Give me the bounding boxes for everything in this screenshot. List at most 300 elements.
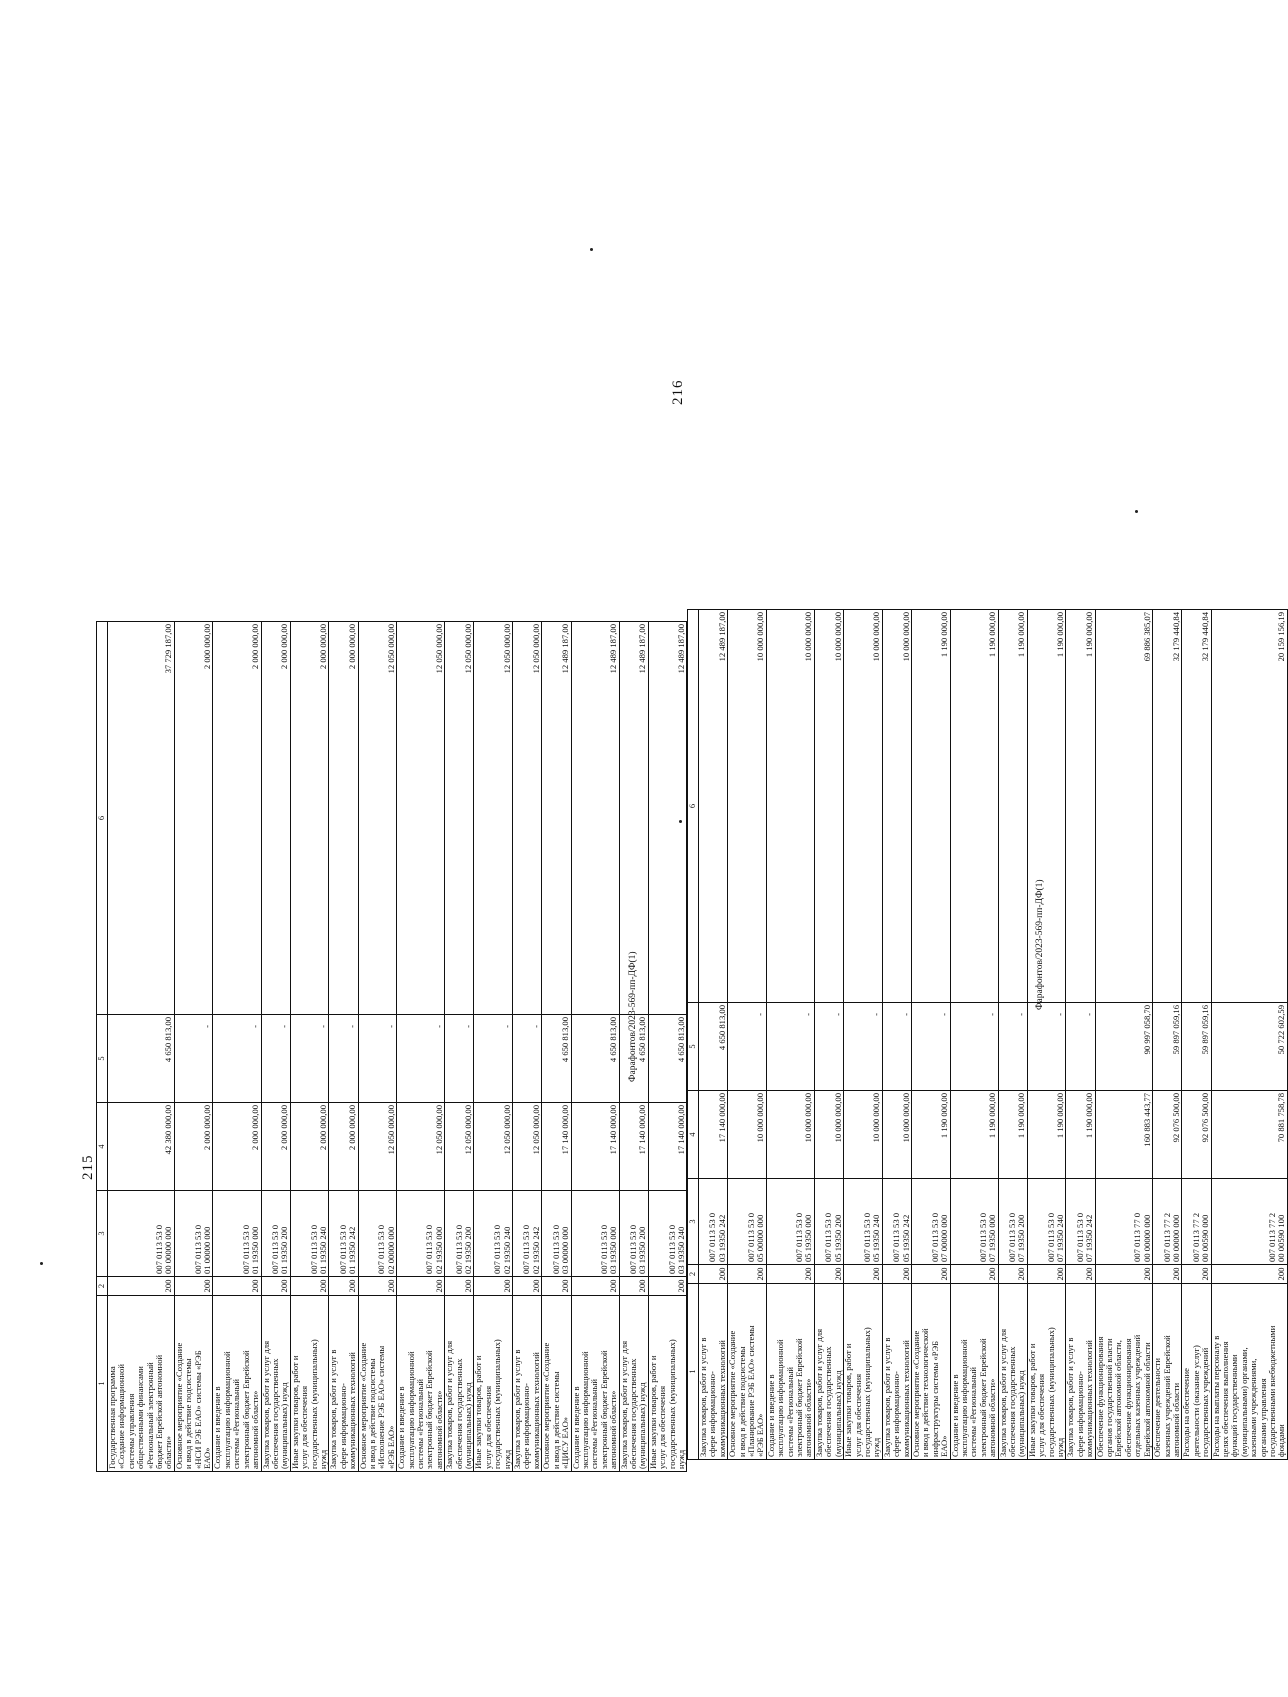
- row-amount-cell: [474, 1103, 513, 1191]
- row-amount-cell: [358, 1015, 397, 1103]
- row-amount: 12 050 000,00: [433, 1105, 444, 1155]
- row-amount-cell: [1211, 610, 1287, 1003]
- row-amount: 2 000 000,00: [202, 1105, 213, 1151]
- row-name: Основное мероприятие «Создание и ввод в действие подсистемы «Исполнение РЭБ ЕАО» системы «РЭБ ЕАО»: [357, 1342, 396, 1469]
- row-code: 200: [202, 1279, 213, 1293]
- document-footer: Фарафонтов/2023-569-пп-ДФ(1): [1035, 879, 1045, 1010]
- row-amount-cell: [513, 1015, 542, 1103]
- column-header-label: 2: [688, 1271, 698, 1277]
- column-header: [688, 1265, 699, 1284]
- table-row: [882, 610, 911, 1460]
- row-amount: 1 190 000,00: [987, 612, 998, 658]
- row-amount-cell: [108, 622, 175, 1015]
- row-amount: 12 050 000,00: [385, 624, 396, 674]
- row-amount-cell: [1153, 1003, 1182, 1091]
- row-kbk-line-2: 07 19350 200: [1016, 1214, 1027, 1262]
- row-amount-cell: [619, 1103, 648, 1191]
- row-amount: -: [530, 1025, 541, 1028]
- table-row: [814, 610, 843, 1460]
- row-amount: 2 000 000,00: [347, 624, 358, 670]
- row-amount: -: [433, 1025, 444, 1028]
- row-code: 200: [1276, 1267, 1287, 1281]
- row-code-cell: [619, 1277, 648, 1296]
- row-code-cell: [290, 1277, 329, 1296]
- scan-speck: [590, 248, 593, 251]
- row-code: 200: [637, 1279, 648, 1293]
- row-kbk-line-2: 02 19350 000: [433, 1226, 444, 1274]
- row-name-cell: [814, 1284, 843, 1460]
- row-kbk-cell: [358, 1191, 397, 1277]
- row-code-cell: [911, 1265, 950, 1284]
- row-code-cell: [1095, 1265, 1152, 1284]
- scan-speck: [1135, 510, 1138, 513]
- row-amount-cell: [950, 610, 998, 1003]
- table-row: [397, 622, 445, 1472]
- row-amount-cell: [911, 1091, 950, 1179]
- row-amount-cell: [213, 1015, 261, 1103]
- table-row: [174, 622, 213, 1472]
- row-amount: 10 000 000,00: [755, 612, 766, 662]
- column-header-label: 6: [97, 815, 107, 821]
- row-amount-cell: [1066, 610, 1095, 1003]
- row-kbk-line-1: 007 0113 77 2: [1190, 1212, 1201, 1262]
- row-amount-cell: [329, 1015, 358, 1103]
- row-amount-cell: [911, 610, 950, 1003]
- row-amount-cell: [911, 1003, 950, 1091]
- row-name-cell: [1211, 1284, 1287, 1460]
- row-amount: 1 190 000,00: [1084, 612, 1095, 658]
- budget-table-body: [97, 622, 687, 1472]
- row-amount: 12 050 000,00: [385, 1105, 396, 1155]
- row-name-cell: [1153, 1284, 1182, 1460]
- row-amount: 50 722 602,59: [1276, 1005, 1287, 1055]
- row-amount-cell: [290, 1103, 329, 1191]
- row-amount: -: [987, 1013, 998, 1016]
- row-name-cell: [108, 1296, 175, 1472]
- row-amount-cell: [998, 1003, 1027, 1091]
- row-kbk-line-1: 007 0113 53 0: [794, 1212, 805, 1262]
- row-amount: 1 190 000,00: [939, 1093, 950, 1139]
- row-amount: -: [463, 1025, 474, 1028]
- row-amount-cell: [882, 1003, 911, 1091]
- row-code-cell: [1153, 1265, 1182, 1284]
- row-kbk-cell: [513, 1191, 542, 1277]
- row-code: 200: [608, 1279, 619, 1293]
- row-amount-cell: [844, 1091, 883, 1179]
- row-kbk-cell: [445, 1191, 474, 1277]
- row-code-cell: [358, 1277, 397, 1296]
- row-amount-cell: [329, 1103, 358, 1191]
- row-kbk-cell: [1182, 1179, 1211, 1265]
- row-kbk-line-1: 007 0113 53 0: [929, 1212, 940, 1262]
- row-code-cell: [998, 1265, 1027, 1284]
- row-amount-cell: [998, 610, 1027, 1003]
- row-kbk-cell: [542, 1191, 571, 1277]
- row-name: Закупка товаров, работ и услуг в сфере информационно- коммуникационных технологий: [698, 1337, 727, 1457]
- row-amount-cell: [844, 610, 883, 1003]
- row-code: 200: [433, 1279, 444, 1293]
- row-amount-cell: [213, 622, 261, 1015]
- row-kbk-line-2: 01 19350 000: [250, 1226, 261, 1274]
- row-amount-cell: [950, 1003, 998, 1091]
- row-code-cell: [882, 1265, 911, 1284]
- budget-table-body: [688, 610, 1288, 1460]
- column-header-label: 5: [688, 1044, 698, 1049]
- column-header: [688, 1003, 699, 1091]
- row-amount-cell: [1153, 1091, 1182, 1179]
- table-row: [950, 610, 998, 1460]
- row-amount-cell: [261, 1015, 290, 1103]
- row-name-cell: [358, 1296, 397, 1472]
- row-amount: 17 140 000,00: [716, 1093, 727, 1143]
- row-amount: -: [1016, 1013, 1027, 1016]
- row-kbk-cell: [174, 1191, 213, 1277]
- row-kbk-line-1: 007 0113 53 0: [424, 1224, 435, 1274]
- row-amount-cell: [728, 1003, 767, 1091]
- row-kbk-cell: [728, 1179, 767, 1265]
- row-kbk-line-1: 007 0113 53 0: [308, 1224, 319, 1274]
- row-amount-cell: [445, 1103, 474, 1191]
- row-amount: 4 650 813,00: [560, 1017, 571, 1063]
- column-header-label: 6: [688, 803, 698, 809]
- row-code: 200: [675, 1279, 686, 1293]
- row-amount-cell: [213, 1103, 261, 1191]
- row-name: Создание и введение в эксплуатацию информационной системы «Региональный электронный бюджет Еврейской автономной области»: [765, 1338, 814, 1457]
- row-amount-cell: [1211, 1091, 1287, 1179]
- row-kbk-cell: [766, 1179, 814, 1265]
- row-code: 200: [1084, 1267, 1095, 1281]
- column-header-label: 3: [688, 1219, 698, 1224]
- row-name: Обеспечение деятельности казенных учреждений Еврейской автономной области: [1152, 1335, 1181, 1457]
- row-amount: 17 140 000,00: [608, 1105, 619, 1155]
- column-header: [688, 1091, 699, 1179]
- row-name: Закупка товаров, работ и услуг в сфере информационно- коммуникационных технологий: [881, 1337, 911, 1457]
- row-code: 200: [1200, 1267, 1211, 1281]
- row-kbk-line-1: 007 0113 53 0: [376, 1224, 387, 1274]
- row-kbk-line-2: 07 19350 240: [1055, 1214, 1066, 1262]
- column-header-label: 5: [97, 1056, 107, 1061]
- row-name-cell: [474, 1296, 513, 1472]
- row-amount: 1 190 000,00: [1084, 1093, 1095, 1139]
- row-amount-cell: [814, 1091, 843, 1179]
- table-row: [1095, 610, 1152, 1460]
- row-kbk-cell: [814, 1179, 843, 1265]
- row-kbk-line-1: 007 0113 53 0: [707, 1212, 718, 1262]
- row-code-cell: [474, 1277, 513, 1296]
- row-code: 200: [716, 1267, 727, 1281]
- row-code-cell: [766, 1265, 814, 1284]
- column-header-label: 2: [97, 1283, 107, 1289]
- row-name-cell: [445, 1296, 474, 1472]
- table-row: [261, 622, 290, 1472]
- row-name: Государственная программа «Создание информационной системы управления общественными финансами «Региональный электронный бюджет Еврейской автономной области»: [107, 1354, 174, 1469]
- row-name: Основное мероприятие «Создание и ввод в действие подсистемы «НСИ РЭБ ЕАО» системы «РЭБ ЕАО»: [173, 1342, 213, 1469]
- row-code-cell: [174, 1277, 213, 1296]
- column-header-label: 4: [688, 1132, 698, 1137]
- row-amount: 1 190 000,00: [1055, 1093, 1066, 1139]
- row-amount-cell: [766, 610, 814, 1003]
- row-amount: 10 000 000,00: [803, 1093, 814, 1143]
- row-amount-cell: [1027, 1003, 1066, 1091]
- row-name-cell: [728, 1284, 767, 1460]
- row-amount: 12 050 000,00: [463, 1105, 474, 1155]
- row-name: Закупка товаров, работ и услуг в сфере информационно- коммуникационных технологий: [1065, 1337, 1095, 1457]
- row-amount-cell: [814, 1003, 843, 1091]
- row-amount: -: [939, 1013, 950, 1016]
- row-amount: 90 997 058,70: [1141, 1005, 1152, 1055]
- row-code: 200: [530, 1279, 541, 1293]
- row-code: 200: [385, 1279, 396, 1293]
- row-name: Расходы на обеспечение деятельности (оказание услуг) государственных учреждений: [1181, 1345, 1211, 1457]
- page-number: 216: [670, 379, 686, 405]
- row-code-cell: [513, 1277, 542, 1296]
- row-amount: 92 076 500,00: [1170, 1093, 1181, 1143]
- row-amount-cell: [648, 622, 687, 1015]
- row-code: 200: [1016, 1267, 1027, 1281]
- row-kbk-cell: [329, 1191, 358, 1277]
- table-row: [1027, 610, 1066, 1460]
- row-name-cell: [571, 1296, 619, 1472]
- row-amount: -: [250, 1025, 261, 1028]
- row-amount: 2 000 000,00: [279, 624, 290, 670]
- table-row: [998, 610, 1027, 1460]
- row-kbk-line-2: 03 19350 242: [716, 1214, 727, 1262]
- column-header: [688, 1179, 699, 1265]
- row-kbk-line-2: 05 19350 240: [871, 1214, 882, 1262]
- row-amount: 59 897 059,16: [1170, 1005, 1181, 1055]
- row-amount: 12 489 187,00: [608, 624, 619, 674]
- row-amount: 42 380 000,00: [163, 1105, 174, 1155]
- row-kbk-cell: [699, 1179, 728, 1265]
- table-row: [844, 610, 883, 1460]
- row-name: Создание и введение в эксплуатацию информационной системы «Региональный электронный бюджет Еврейской автономной области»: [212, 1350, 261, 1469]
- row-amount-cell: [358, 622, 397, 1015]
- row-amount-cell: [882, 1091, 911, 1179]
- row-code-cell: [445, 1277, 474, 1296]
- row-amount: -: [1055, 1013, 1066, 1016]
- page-number: 215: [80, 1154, 96, 1180]
- row-code-cell: [542, 1277, 571, 1296]
- column-header: [688, 1284, 699, 1460]
- row-kbk-cell: [950, 1179, 998, 1265]
- row-name: Закупка товаров, работ и услуг для обеспечения государственных (муниципальных) нужд: [618, 1340, 648, 1469]
- row-amount-cell: [290, 622, 329, 1015]
- row-amount: 59 897 059,16: [1200, 1005, 1211, 1055]
- row-name: Расходы на выплаты персоналу в целях обеспечения выполнения функций государственными (муниципальными) органами, казенными учреждениями, органами управления государственными внебюджетными фондами: [1210, 1325, 1287, 1457]
- row-code: 200: [463, 1279, 474, 1293]
- row-code: 200: [347, 1279, 358, 1293]
- document-footer: Фарафонтов/2023-569-пп-ДФ(1): [628, 951, 638, 1082]
- row-kbk-cell: [1211, 1179, 1287, 1265]
- row-name: Закупка товаров, работ и услуг для обеспечения государственных (муниципальных) нужд: [260, 1340, 290, 1469]
- row-kbk-line-2: 05 19350 000: [803, 1214, 814, 1262]
- row-amount-cell: [261, 622, 290, 1015]
- row-amount-cell: [513, 1103, 542, 1191]
- row-code-cell: [397, 1277, 445, 1296]
- row-amount-cell: [950, 1091, 998, 1179]
- row-kbk-line-1: 007 0113 53 0: [1074, 1212, 1085, 1262]
- row-amount-cell: [397, 622, 445, 1015]
- row-amount: 69 886 385,07: [1141, 612, 1152, 662]
- column-header-label: 4: [97, 1144, 107, 1149]
- row-name: Закупка товаров, работ и услуг для обеспечения государственных (муниципальных) нужд: [444, 1340, 474, 1469]
- row-amount-cell: [1095, 1091, 1152, 1179]
- row-amount-cell: [699, 1091, 728, 1179]
- row-kbk-line-2: 07 00000 000: [939, 1214, 950, 1262]
- table-header-row: [97, 622, 108, 1472]
- table-row: [1066, 610, 1095, 1460]
- row-amount-cell: [1066, 1091, 1095, 1179]
- row-kbk-line-2: 03 19350 240: [675, 1226, 686, 1274]
- row-amount: 92 076 500,00: [1200, 1093, 1211, 1143]
- row-kbk-cell: [1095, 1179, 1152, 1265]
- row-amount: 32 179 440,84: [1200, 612, 1211, 662]
- row-name: Создание и введение в эксплуатацию информационной системы «Региональный электронный бюджет Еврейской автономной области»: [949, 1338, 998, 1457]
- row-amount: 17 140 000,00: [560, 1105, 571, 1155]
- row-amount: 12 489 187,00: [716, 612, 727, 662]
- row-kbk-line-1: 007 0113 53 0: [1007, 1212, 1017, 1262]
- row-amount: 4 650 813,00: [637, 1017, 648, 1063]
- row-name: Создание и введение в эксплуатацию информационной системы «Региональный электронный бюджет Еврейской автономной области»: [570, 1350, 619, 1469]
- row-amount-cell: [542, 1103, 571, 1191]
- table-row: [213, 622, 261, 1472]
- row-name: Основное мероприятие «Создание и ввод в действие подсистемы «Планирование РЭБ ЕАО» системы «РЭБ ЕАО»: [727, 1325, 766, 1457]
- row-name-cell: [329, 1296, 358, 1472]
- row-amount: 2 000 000,00: [202, 624, 213, 670]
- row-kbk-line-2: 02 19350 240: [501, 1226, 512, 1274]
- row-name-cell: [911, 1284, 950, 1460]
- row-amount-cell: [1027, 610, 1066, 1003]
- row-code: 200: [1141, 1267, 1152, 1281]
- row-kbk-cell: [844, 1179, 883, 1265]
- row-kbk-cell: [998, 1179, 1027, 1265]
- row-name: Основное мероприятие «Создание и ввод в действие системы «ЦИСУ ЕАО»: [541, 1342, 571, 1469]
- row-name-cell: [648, 1296, 687, 1472]
- row-amount-cell: [513, 622, 542, 1015]
- row-kbk-line-1: 007 0113 77 2: [1266, 1212, 1277, 1262]
- table-row: [474, 622, 513, 1472]
- row-kbk-cell: [290, 1191, 329, 1277]
- row-amount-cell: [728, 1091, 767, 1179]
- row-amount: 12 050 000,00: [433, 624, 444, 674]
- row-amount-cell: [1095, 1003, 1152, 1091]
- row-code-cell: [844, 1265, 883, 1284]
- row-kbk-line-1: 007 0113 53 0: [337, 1224, 348, 1274]
- row-code: 200: [317, 1279, 328, 1293]
- row-code: 200: [279, 1279, 290, 1293]
- row-kbk-line-1: 007 0113 53 0: [492, 1224, 503, 1274]
- row-name-cell: [998, 1284, 1027, 1460]
- row-name-cell: [699, 1284, 728, 1460]
- table-row: [445, 622, 474, 1472]
- row-code: 200: [900, 1267, 911, 1281]
- table-row: [290, 622, 329, 1472]
- row-kbk-line-2: 02 00000 000: [385, 1226, 396, 1274]
- row-name-cell: [513, 1296, 542, 1472]
- row-amount: 37 729 187,00: [163, 624, 174, 674]
- row-amount-cell: [882, 610, 911, 1003]
- row-amount: -: [803, 1013, 814, 1016]
- column-header-label: 1: [97, 1381, 107, 1386]
- row-amount: 12 050 000,00: [530, 1105, 541, 1155]
- row-amount-cell: [1066, 1003, 1095, 1091]
- column-header: [97, 1015, 108, 1103]
- row-kbk-line-1: 007 0113 53 0: [269, 1224, 280, 1274]
- row-amount-cell: [814, 610, 843, 1003]
- row-name-cell: [950, 1284, 998, 1460]
- row-code: 200: [1055, 1267, 1066, 1281]
- row-kbk-cell: [213, 1191, 261, 1277]
- row-amount: 4 650 813,00: [608, 1017, 619, 1063]
- row-code-cell: [1182, 1265, 1211, 1284]
- table-row: [1182, 610, 1211, 1460]
- row-kbk-line-2: 01 19350 240: [317, 1226, 328, 1274]
- row-name-cell: [213, 1296, 261, 1472]
- row-amount-cell: [290, 1015, 329, 1103]
- row-amount-cell: [998, 1091, 1027, 1179]
- row-amount-cell: [261, 1103, 290, 1191]
- row-amount: 10 000 000,00: [871, 1093, 882, 1143]
- row-amount-cell: [1182, 1091, 1211, 1179]
- row-amount-cell: [358, 1103, 397, 1191]
- row-code: 200: [832, 1267, 843, 1281]
- row-kbk-cell: [882, 1179, 911, 1265]
- row-amount: -: [755, 1013, 766, 1016]
- row-amount: 12 050 000,00: [530, 624, 541, 674]
- row-amount: 10 000 000,00: [900, 1093, 911, 1143]
- scan-speck: [40, 1262, 43, 1265]
- row-kbk-line-2: 05 00000 000: [755, 1214, 766, 1262]
- row-kbk-line-2: 07 19350 000: [987, 1214, 998, 1262]
- row-kbk-line-2: 01 19350 242: [347, 1226, 358, 1274]
- table-row: [911, 610, 950, 1460]
- row-name-cell: [1182, 1284, 1211, 1460]
- row-amount: -: [900, 1013, 911, 1016]
- row-amount: -: [202, 1025, 213, 1028]
- row-code: 200: [939, 1267, 950, 1281]
- row-code: 200: [755, 1267, 766, 1281]
- row-amount: -: [347, 1025, 358, 1028]
- row-amount: -: [832, 1013, 843, 1016]
- row-name: Иные закупки товаров, работ и услуг для обеспечения государственных (муниципальных) нужд: [843, 1327, 882, 1457]
- row-kbk-cell: [474, 1191, 513, 1277]
- row-kbk-line-1: 007 0113 53 0: [192, 1224, 203, 1274]
- row-name-cell: [290, 1296, 329, 1472]
- row-kbk-line-1: 007 0113 53 0: [891, 1212, 902, 1262]
- row-amount: 70 881 758,78: [1276, 1093, 1287, 1143]
- row-name-cell: [1027, 1284, 1066, 1460]
- row-code: 200: [560, 1279, 571, 1293]
- row-amount-cell: [1153, 610, 1182, 1003]
- row-amount: 17 140 000,00: [675, 1105, 686, 1155]
- row-name-cell: [397, 1296, 445, 1472]
- row-amount-cell: [474, 622, 513, 1015]
- row-name: Создание и введение в эксплуатацию информационной системы «Региональный электронный бюджет Еврейской автономной области»: [396, 1350, 444, 1469]
- row-amount: 4 650 813,00: [716, 1005, 727, 1051]
- column-header: [97, 1277, 108, 1296]
- row-kbk-line-2: 00 00000 000: [1170, 1214, 1181, 1262]
- row-amount: 2 000 000,00: [317, 624, 328, 670]
- row-name: Закупка товаров, работ и услуг для обеспечения государственных (муниципальных) нужд: [813, 1328, 843, 1457]
- row-amount-cell: [174, 1103, 213, 1191]
- row-amount: 17 140 000,00: [637, 1105, 648, 1155]
- row-kbk-line-2: 02 19350 200: [463, 1226, 474, 1274]
- row-kbk-line-1: 007 0113 53 0: [550, 1224, 561, 1274]
- row-kbk-cell: [648, 1191, 687, 1277]
- row-amount: 2 000 000,00: [250, 624, 261, 670]
- row-amount-cell: [699, 1003, 728, 1091]
- table-row: [358, 622, 397, 1472]
